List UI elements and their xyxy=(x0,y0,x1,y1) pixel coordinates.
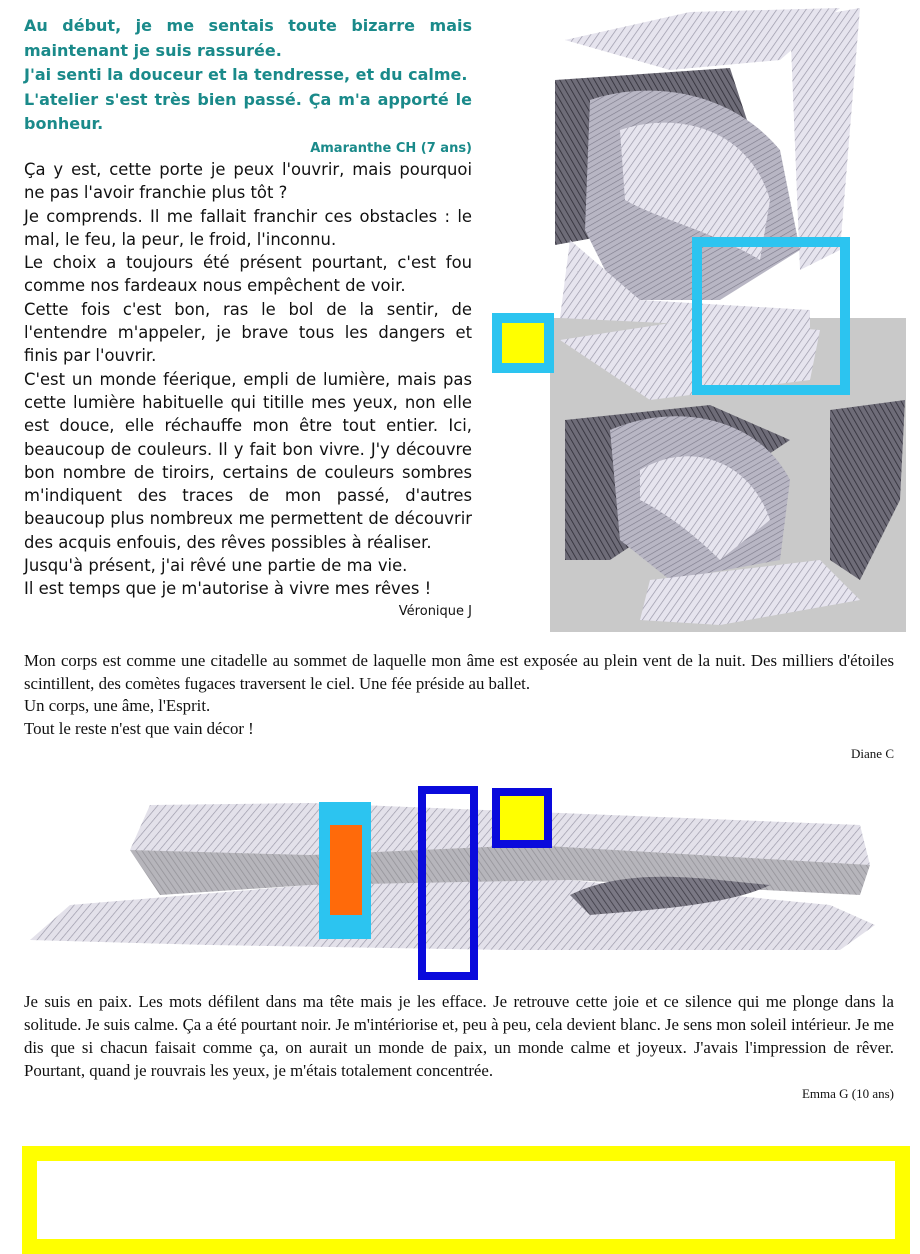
artwork-bottom xyxy=(10,785,890,985)
veronique-paragraph-5: C'est un monde féerique, empli de lumière, mais pas cette lumière habituelle qui titille mes yeux, non elle est douce, elle réchauffe mon être tout entier. Ici, beaucoup de couleurs. Il y fait bon vivre. J'y découvre bon nombre de tiroirs, certains de couleurs sombres m'indiquent des traces de mon passé, d'autres beaucoup plus nombreux me permettent de découvrir des acquis enfouis, des rêves possibles à réaliser. xyxy=(24,369,472,552)
emma-paragraph-1: Je suis en paix. Les mots défilent dans ma tête mais je les efface. Je retrouve cette joie et ce silence qui me plonge dans la solitude. Je suis calme. Ça a été pourtant noir. Je m'intériorise et, peu à peu, cela devient blanc. Je sens mon soleil intérieur. Je me dis que si chacun faisait comme ça, on aurait un monde de paix, un monde calme et joyeux. J'avais l'impression de rêver. Pourtant, quand je rouvrais les yeux, je m'étais totalement concentrée. xyxy=(24,992,894,1080)
veronique-text xyxy=(24,158,472,623)
quote-line-3: L'atelier s'est très bien passé. Ça m'a apporté le bonheur. xyxy=(24,89,472,133)
diane-paragraph-3: Tout le reste n'est que vain décor ! xyxy=(24,718,254,738)
emma-text xyxy=(24,990,894,1104)
emma-author: Emma G (10 ans) xyxy=(801,1086,894,1101)
quote-author: Amaranthe CH (7 ans) xyxy=(310,140,472,156)
veronique-paragraph-4: Cette fois c'est bon, ras le bol de la sentir, de l'entendre m'appeler, je brave tous les dangers et finis par l'ouvrir. xyxy=(24,299,472,366)
diane-text xyxy=(24,650,894,764)
quote-line-1: Au début, je me sentais toute bizarre mais maintenant je suis rassurée. xyxy=(24,16,472,60)
veronique-paragraph-2: Je comprends. Il me fallait franchir ces obstacles : le mal, le feu, la peur, le froid, l'inconnu. xyxy=(24,206,472,249)
orange-vertical-bar xyxy=(330,825,362,915)
quote-line-2: J'ai senti la douceur et la tendresse, et du calme. xyxy=(24,65,468,84)
amaranthe-quote xyxy=(24,14,472,159)
veronique-paragraph-1: Ça y est, cette porte je peux l'ouvrir, mais pourquoi ne pas l'avoir franchie plus tôt ? xyxy=(24,160,472,203)
veronique-paragraph-6: Jusqu'à présent, j'ai rêvé une partie de ma vie. xyxy=(24,556,408,576)
yellow-frame xyxy=(22,1146,910,1254)
artwork-top xyxy=(490,0,910,640)
small-yellow-square xyxy=(502,323,544,363)
diane-paragraph-1: Mon corps est comme une citadelle au sommet de laquelle mon âme est exposée au plein vent de la nuit. Des milliers d'étoiles scintillent, des comètes fugaces traversent le ciel. Une fée préside au ballet. xyxy=(24,651,894,693)
upper-drawing xyxy=(555,8,860,330)
diane-author: Diane C xyxy=(851,746,894,762)
veronique-paragraph-7: Il est temps que je m'autorise à vivre mes rêves ! xyxy=(24,579,432,599)
veronique-paragraph-3: Le choix a toujours été présent pourtant, c'est fou comme nos fardeaux nous empêchent de voir. xyxy=(24,253,472,296)
diane-paragraph-2: Un corps, une âme, l'Esprit. xyxy=(24,696,211,716)
blue-square-frame xyxy=(496,792,548,844)
veronique-author: Véronique J xyxy=(398,603,472,619)
